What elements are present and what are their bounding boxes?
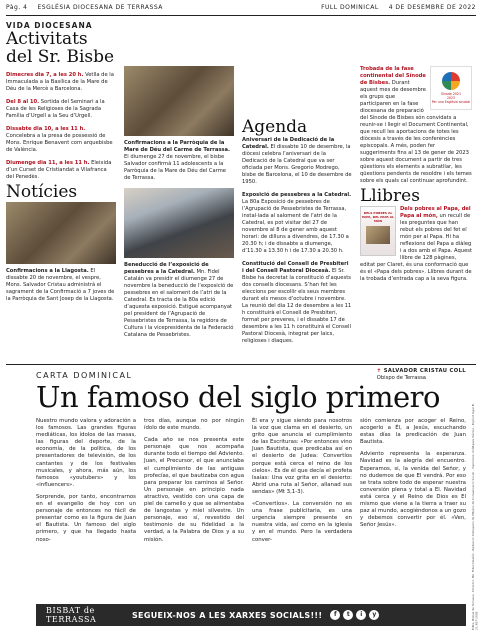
youtube-icon[interactable]: y — [369, 610, 379, 620]
edition-name: FULL DOMINICAL — [321, 4, 379, 11]
notice-caption: Confirmacions a la Llagosta. El dissabte 20 de novembre, el vespre, Mons. Salvador Cristau administrà el sagrament de la Confirmació a 7 joves de la Parròquia de Sant Josep de la Llagosta. — [6, 268, 115, 302]
carta-title: Un famoso del siglo primero — [36, 380, 440, 414]
book-cover-image — [366, 226, 390, 244]
activity-item: Dimecres dia 7, a les 20 h. Vetlla de la Immaculada a la Basílica de la Mare de Déu de la Mercè a Barcelona. — [6, 72, 114, 92]
activity-item: Dissabte dia 10, a les 11 h. Concelebra a la presa de possessió de Mons. Enrique Benavent com arquebisbe de València. — [6, 126, 113, 153]
book-item: Dels pobres al Papa, del Papa al món, un recull de les preguntes que han rebut els pobres del fet el món per al Papa. Hi ha reflexions del Papa a diàleg i a dos amb el Papa. Aquest llibre de 128 pàgines, editat per Claret, és una conformació que és el «Papa dels pobres». Llibres durant de la trobada d’entrada cap a la seva figura. — [360, 206, 473, 282]
carta-column-3: Él era y sigue siendo para nosotros la voz que clama en el desierto, un grito que anuncia el cumplimiento de las Escrituras: «Por entonces vino Juan Bautista, que predicaba así en el desierto de Judea: Convertíos porque está cerca el reino de los cielos». Es de él que decía el profeta Isaías: Una voz grita en el desierto: Abrid una ruta al Señor, allanad sus sendas» (Mt 3,1-3). «Convertíos». La conversión no es una frase publicitaria, es una urgencia siempre presente en nuestra vida, así como en la iglesia y en el mundo. Pero la verdadera conver- — [252, 418, 352, 543]
agenda-item: Constitució del Consell de Presbiteri i del Consell Pastoral Diocesà. El Sr. Bisbe ha decretat la constitució d’aquests dos consells diocesans. S’han fet les eleccions per escollir els seus membres durant els mesos d’octubre i novembre. La reunió del dia 12 de desembre a les 11 h constituirà el Consell de Presbiteri, format per preveres, i el dissabte 17 de desembre a les 11 h constituirà el Consell Pastoral Diocesà, integrat per laics, religioses i diaques. — [242, 261, 352, 344]
carme-caption: Confirmacions a la Parròquia de la Mare de Déu del Carme de Terrassa. El diumenge 27 de novembre, el bisbe Salvador confirmà 11 adolescents a la Parròquia de la Mare de Déu del Carme de Terrassa. — [124, 140, 230, 181]
social-icons — [330, 610, 379, 620]
confirmations-photo — [6, 202, 116, 264]
carta-column-2: tros días, aunque no por ningún ídolo de este mundo. Cada año se nos presenta este personaje que nos acompaña durante todo el tiempo del Adviento. Juan, el Precursor, el que anunciaba el cumplimiento de las antiguas profecías, el que bautizaba con agua para preparar los caminos al Señor. Un personaje en principio nada atractivo, vestido con una capa de piel de camello y que se alimentaba de langostas y miel silvestre. Un personaje, eso sí, revestido del testimonio de su fidelidad a la verdad, a la Palabra de Dios y a su misión. — [144, 418, 244, 543]
signature-role: Obispo de Terrassa — [376, 375, 426, 381]
carme-photo — [124, 66, 234, 136]
bisbat-logo: BISBAT de TERRASSA — [46, 606, 97, 624]
agenda-item: Exposició de pessebres a la Catedral. La 80a Exposició de pessebres de l’Agrupació de Pessebristes de Terrassa, instal·lada al saloment de l’atri de la Catedral, es pot visitar del 27 de novembre al 8 de gener amb aquest horari: de dilluns a divendres, de 17.30 a 20.30 h; i de dissabte a diumenge, d’11.30 a 13.30 h i de 17.30 a 20.30 h. — [242, 192, 352, 254]
agenda-title: Agenda — [242, 117, 308, 137]
carta-label: CARTA DOMINICAL — [36, 371, 133, 380]
social-slogan: SEGUEIX-NOS A LES XARXES SOCIALS!!! — [132, 610, 323, 620]
agenda-item: Aniversari de la Dedicació de la Catedral. El dissabte 10 de desembre, la diòcesi celebra l’aniversari de la Dedicació de la Catedral que va ser oficiada per Mons. Gregorio Modrego, bisbe de Barcelona, el 10 de desembre de 1950. — [242, 137, 352, 185]
carta-column-1: Nuestro mundo valora y adoración a los famosos. Las grandes figuras mediáticas, los ídolos de las masas, las figuras del deporte, de la economía, de la política, de los presentadores de televisión, de los cantantes y de los festivales musicales, y ahora, más aún, los famosos «youtubers» y los «influencers». Sorprende, por tanto, encontrarnos en el evangelio de hoy con un personaje de entonces no fácil de presentar como es la figura de Juan el Bautista. Un famoso del siglo primero, y que ha llegado hasta noso- — [36, 418, 136, 543]
notices-title: Notícies — [6, 182, 78, 202]
instagram-icon[interactable]: i — [356, 610, 366, 620]
pessebres-photo — [124, 188, 234, 258]
sinode-logo-icon — [442, 72, 460, 90]
page-number: Pàg. 4 — [6, 4, 28, 11]
book-cover: DELS POBRES AL PAPA, DEL PAPA AL MÓN — [360, 206, 396, 256]
llibres-title: Llibres — [360, 186, 420, 206]
publication-name: ESGLÉSIA DIOCESANA DE TERRASSA — [37, 4, 163, 11]
activitats-title: Activitats del Sr. Bisbe — [6, 29, 115, 67]
page-header — [6, 0, 476, 16]
twitter-icon[interactable]: t — [343, 610, 353, 620]
issue-date: 4 DE DESEMBRE DE 2022 — [388, 4, 476, 11]
section-divider — [6, 364, 476, 365]
sinode-item: Trobada de la fase continental del Sínode de Bisbes. Durant aquest mes de desembre els grups que participaren en la fase diocesana de preparació del Sínode de Bisbes són convidats a reunir-se i llegir el Document Continental, que recull les aportacions de totes les diòcesis a través de les conferències episcopals. A més, poden fer suggeriments fins al 13 de gener de 2023 sobre aquest document a partir de tres qüestions els elements a subratllar, les qüestions pendents de resoldre i els temes sobre els quals cal continuar aprofundint. — [360, 66, 472, 184]
credits-side-text: Edita: Bisbat de Terrassa · Director: Mn. Fidel Catalán · Redacció: Delegació de Mitjans de Comunicació Social · Imprimeix: Gràfiques Ibèrica · Dipòsit legal B-21.487-2005 — [471, 403, 479, 630]
column-agenda — [242, 118, 352, 351]
activity-item: Del 8 al 10. Sortida del Seminari a la Casa de les Religioses de la Sagrada Família d’Urgell a la Seu d’Urgell. — [6, 99, 105, 119]
signature: ✝ SALVADOR CRISTAU COLL Obispo de Terrassa — [376, 368, 466, 381]
activity-item: Diumenge dia 11, a les 11 h. Eleixida d’un Curset de Cristiandat a Vilafranca del Penedès. — [6, 160, 112, 180]
sinode-logo: Sínode 2021 2023 Per una Església sinodal — [430, 66, 472, 110]
footer-bar — [36, 604, 466, 626]
column-activitats — [6, 30, 116, 309]
column-notices-2 — [124, 66, 234, 345]
column-sinode-llibres — [360, 66, 472, 289]
pessebres-caption: Beneducció de l’exposició de pessebres a la Catedral. Mn. Fidel Catalán va presidir el diumenge 27 de novembre la beneducció de l’exposició de pessebres en el saloment de l’atri de la Catedral. Es tracta de la 80a edició d’aquesta exposició. Estigué acompanyat pel president de l’Agrupació de Pessebristes de Terrassa, la regidora de Cultura i la vicepresidenta de la Federació Catalana de Pessebristes. — [124, 262, 234, 338]
carta-column-4: sión comienza por acoger el Reino, acogerlo a Él, a Jesús, escuchando estas días la predicación de Juan Bautista. Adviento representa la esperanza. Navidad es la alegría del encuentro. Esperamos, si, la venida del Señor, y no dudemos de que El vendrá. Por eso se trata sobre todo de esperar nuestra conversión plena y total a El. Navidad está cerca y el Reino de Dios es El mismo que viene a la tierra a traer su paz al mundo, acogiéndonos a un gozo y debemos convertir por él. «Ven, Señor Jesús». — [360, 418, 466, 529]
cross-icon: ✝ — [376, 368, 384, 374]
facebook-icon[interactable]: f — [330, 610, 340, 620]
section-label: VIDA DIOCESANA — [6, 21, 93, 30]
